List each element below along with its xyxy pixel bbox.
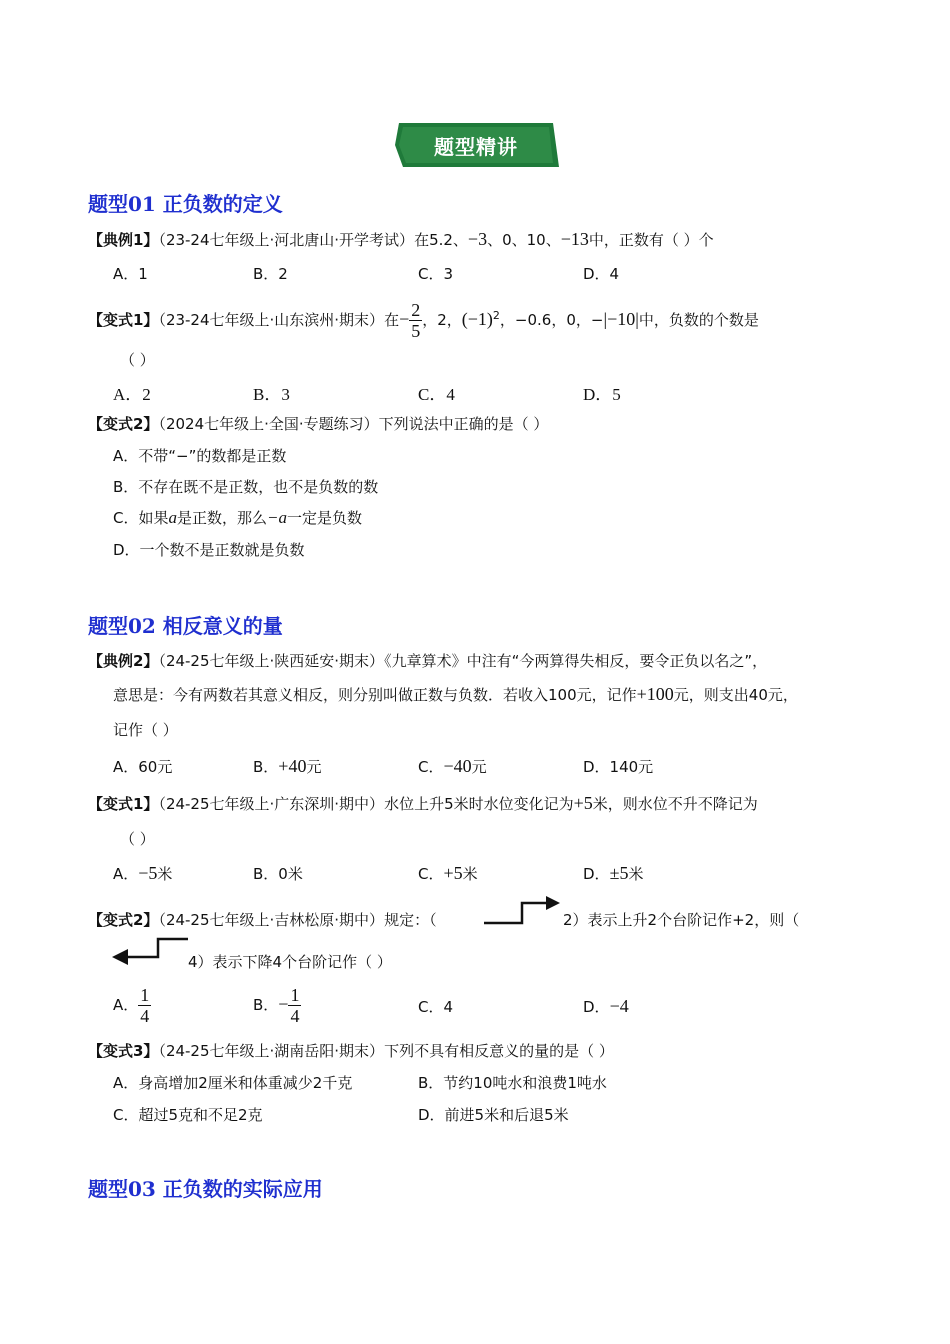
option-b: B．3: [253, 385, 290, 404]
question-example-1: 【典例1】（23-24七年级上·河北唐山·开学考试）在5.2、−3、0、10、−13中，正数有（ ）个: [88, 229, 714, 249]
question-text-line: 意思是：今有两数若其意义相反，则分别叫做正数与负数．若收入100元，记作+100元，则支出40元，: [113, 684, 798, 704]
option-c: C．超过5克和不足2克: [113, 1106, 263, 1124]
option-d: D．一个数不是正数就是负数: [113, 541, 305, 559]
question-variant-3b: 【变式3】（24-25七年级上·湖南岳阳·期末）下列不具有相反意义的量的是（ ）: [88, 1042, 614, 1060]
option-c: C．−40元: [418, 756, 487, 776]
option-a: A．身高增加2厘米和体重减少2千克: [113, 1074, 353, 1092]
option-d: D．140元: [583, 758, 654, 776]
option-a: A．60元: [113, 758, 173, 776]
option-b: B．2: [253, 265, 288, 283]
stairs-down-icon: [110, 935, 190, 969]
answer-paren: （ ）: [120, 830, 155, 848]
question-example-2: 【典例2】（24-25七年级上·陕西延安·期末）《九章算术》中注有“今两算得失相反，要令正负以名之”，: [88, 652, 768, 670]
option-b: B．不存在既不是正数，也不是负数的数: [113, 478, 379, 496]
option-a: A．不带“−”的数都是正数: [113, 447, 287, 465]
question-variant-1b: 【变式1】（24-25七年级上·广东深圳·期中）水位上升5米时水位变化记为+5米，则水位不升不降记为: [88, 793, 758, 813]
section-title-03: 题型03 正负数的实际应用: [88, 1177, 323, 1201]
section-title-01: 题型01 正负数的定义: [88, 192, 283, 216]
question-variant-2: 【变式2】（2024七年级上·全国·专题练习）下列说法中正确的是（ ）: [88, 415, 549, 433]
option-b: B．− $\frac{1}{4}$: [253, 985, 300, 1026]
question-source: （23-24七年级上·河北唐山·开学考试）: [158, 231, 415, 249]
option-a: A．1: [113, 265, 148, 283]
option-c: C．4: [418, 385, 455, 404]
option-b: B．0米: [253, 865, 303, 883]
option-c: C．如果a是正数，那么−a一定是负数: [113, 508, 362, 527]
option-a: A． $\frac{1}{4}$: [113, 985, 150, 1026]
option-a: A．−5米: [113, 863, 173, 883]
fraction: $\frac{2}{5}$: [411, 300, 421, 341]
section-banner: [393, 121, 559, 169]
option-d: D．4: [583, 265, 620, 283]
option-d: D．±5米: [583, 863, 644, 883]
question-tag: 【典例1】: [88, 231, 159, 249]
banner-title: 题型精讲: [434, 135, 518, 159]
answer-paren: （ ）: [120, 351, 155, 369]
option-b: B．节约10吨水和浪费1吨水: [418, 1074, 607, 1092]
question-text-line: 4）表示下降4个台阶记作（ ）: [188, 953, 392, 971]
option-c: C．4: [418, 998, 454, 1016]
option-d: D．−4: [583, 996, 629, 1016]
option-d: D．前进5米和后退5米: [418, 1106, 569, 1124]
section-title-02: 题型02 相反意义的量: [88, 614, 283, 638]
question-text-line: 2）表示上升2个台阶记作+2，则（: [563, 911, 800, 929]
question-variant-1: 【变式1】（23-24七年级上·山东滨州·期末）在− $\frac{2}{5}$ ，2，$(-1)^2$，−0.6，0，−|−10|中，负数的个数是: [88, 300, 759, 341]
question-text-line: 记作（ ）: [113, 721, 178, 739]
option-a: A．2: [113, 385, 151, 404]
option-b: B．+40元: [253, 756, 322, 776]
stairs-up-icon: [482, 893, 562, 927]
option-c: C．+5米: [418, 863, 478, 883]
option-d: D．5: [583, 385, 621, 404]
question-variant-2b: 【变式2】（24-25七年级上·吉林松原·期中）规定：（: [88, 911, 437, 929]
option-c: C．3: [418, 265, 454, 283]
